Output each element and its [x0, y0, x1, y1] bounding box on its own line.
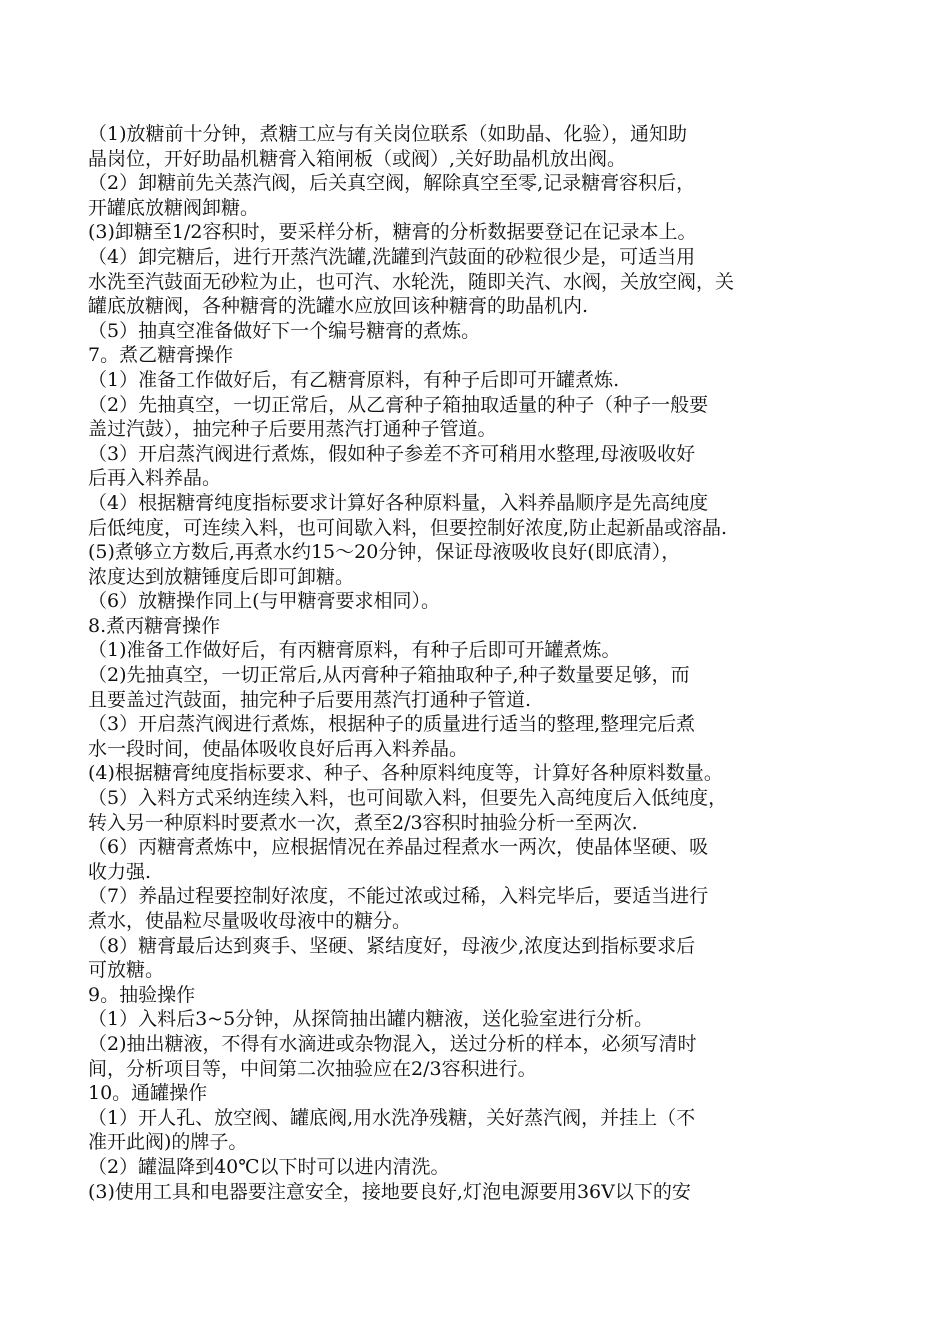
- text-line: 罐底放糖阀，各种糖膏的洗罐水应放回该种糖膏的助晶机内.: [88, 295, 589, 318]
- text-line: （1）入料后3~5分钟，从探筒抽出罐内糖液，送化验室进行分析。: [88, 1008, 654, 1031]
- text-line: (3)卸糖至1/2容积时，要采样分析，糖膏的分析数据要登记在记录本上。: [88, 221, 697, 244]
- text-line: （5）入料方式采纳连续入料，也可间歇入料，但要先入高纯度后入低纯度，: [88, 787, 728, 810]
- text-line: 转入另一种原料时要煮水一次，煮至2/3容积时抽验分析一至两次.: [88, 811, 638, 834]
- text-line: 水一段时间，使晶体吸收良好后再入料养晶。: [88, 737, 469, 760]
- text-line: （1）开人孔、放空阀、罐底阀,用水洗净残糖，关好蒸汽阀，并挂上（不: [88, 1106, 696, 1129]
- text-line: 晶岗位，开好助晶机糖膏入箱闸板（或阀）,关好助晶机放出阀。: [88, 147, 627, 170]
- text-line: (4)根据糖膏纯度指标要求、种子、各种原料纯度等，计算好各种原料数量。: [88, 762, 723, 785]
- text-line: （6）放糖操作同上(与甲糖膏要求相同）。: [88, 590, 441, 613]
- text-line: 可放糖。: [88, 959, 165, 982]
- text-line: （3）开启蒸汽阀进行煮炼，根据种子的质量进行适当的整理,整理完后煮: [88, 713, 696, 736]
- text-line: （7）养晶过程要控制好浓度，不能过浓或过稀，入料完毕后，要适当进行: [88, 885, 709, 908]
- text-line: 准开此阀)的牌子。: [88, 1131, 248, 1154]
- text-line: 后再入料养晶。: [88, 467, 222, 490]
- text-line: （5）抽真空准备做好下一个编号糖膏的煮炼。: [88, 319, 481, 342]
- text-line: （1）准备工作做好后，有乙糖膏原料，有种子后即可开罐煮炼.: [88, 368, 620, 391]
- text-line: （2)抽出糖液，不得有水滴进或杂物混入，送过分析的样本，必须写清时: [88, 1032, 697, 1055]
- text-line: 浓度达到放糖锤度后即可卸糖。: [88, 565, 355, 588]
- text-line: （3）开启蒸汽阀进行煮炼，假如种子参差不齐可稍用水整理,母液吸收好: [88, 442, 696, 465]
- text-line: 且要盖过汽鼓面，抽完种子后要用蒸汽打通种子管道.: [88, 688, 532, 711]
- text-line: （2)先抽真空，一切正常后,从丙膏种子箱抽取种子,种子数量要足够，而: [88, 664, 690, 687]
- text-line: （2）罐温降到40℃以下时可以进内清洗。: [88, 1155, 450, 1178]
- text-line: （2）卸糖前先关蒸汽阀，后关真空阀，解除真空至零,记录糖膏容积后，: [88, 172, 696, 195]
- text-line: 煮水，使晶粒尽量吸收母液中的糖分。: [88, 910, 412, 932]
- text-line: 收力强.: [88, 860, 152, 883]
- text-line: （1)准备工作做好后，有丙糖膏原料，有种子后即可开罐煮炼。: [88, 639, 621, 662]
- section-heading: 7。煮乙糖膏操作: [88, 344, 234, 367]
- text-line: 盖过汽鼓），抽完种子后要用蒸汽打通种子管道。: [88, 418, 497, 441]
- text-line: (5)煮够立方数后,再煮水约15～20分钟，保证母液吸收良好(即底清），: [88, 541, 681, 564]
- text-line: （4）卸完糖后，进行开蒸汽洗罐,洗罐到汽鼓面的砂粒很少是，可适当用: [88, 245, 696, 268]
- text-line: （4）根据糖膏纯度指标要求计算好各种原料量，入料养晶顺序是先高纯度: [88, 491, 709, 514]
- text-line: （6）丙糖膏煮炼中，应根据情况在养晶过程煮水一两次，使晶体坚硬、吸: [88, 836, 709, 859]
- text-line: 水洗至汽鼓面无砂粒为止，也可汽、水轮洗，随即关汽、水阀，关放空阀，关: [88, 270, 735, 293]
- text-line: 后低纯度，可连续入料，也可间歇入料，但要控制好浓度,防止起新晶或溶晶.: [88, 516, 728, 539]
- text-line: （8）糖膏最后达到爽手、坚硬、紧结度好，母液少,浓度达到指标要求后: [88, 934, 696, 957]
- text-line: (3)使用工具和电器要注意安全，接地要良好,灯泡电源要用36V以下的安: [88, 1180, 691, 1203]
- section-heading: 9。抽验操作: [88, 983, 196, 1006]
- section-heading: 8.煮丙糖膏操作: [88, 614, 221, 637]
- section-heading: 10。通罐操作: [88, 1082, 208, 1105]
- text-line: （2）先抽真空，一切正常后，从乙膏种子箱抽取适量的种子（种子一般要: [88, 393, 709, 416]
- text-line: 间，分析项目等，中间第二次抽验应在2/3容积进行。: [88, 1057, 537, 1080]
- text-line: 开罐底放糖阀卸糖。: [88, 196, 260, 219]
- document-body: [88, 122, 868, 1204]
- text-line: （1)放糖前十分钟，煮糖工应与有关岗位联系（如助晶、化验），通知助: [88, 123, 688, 145]
